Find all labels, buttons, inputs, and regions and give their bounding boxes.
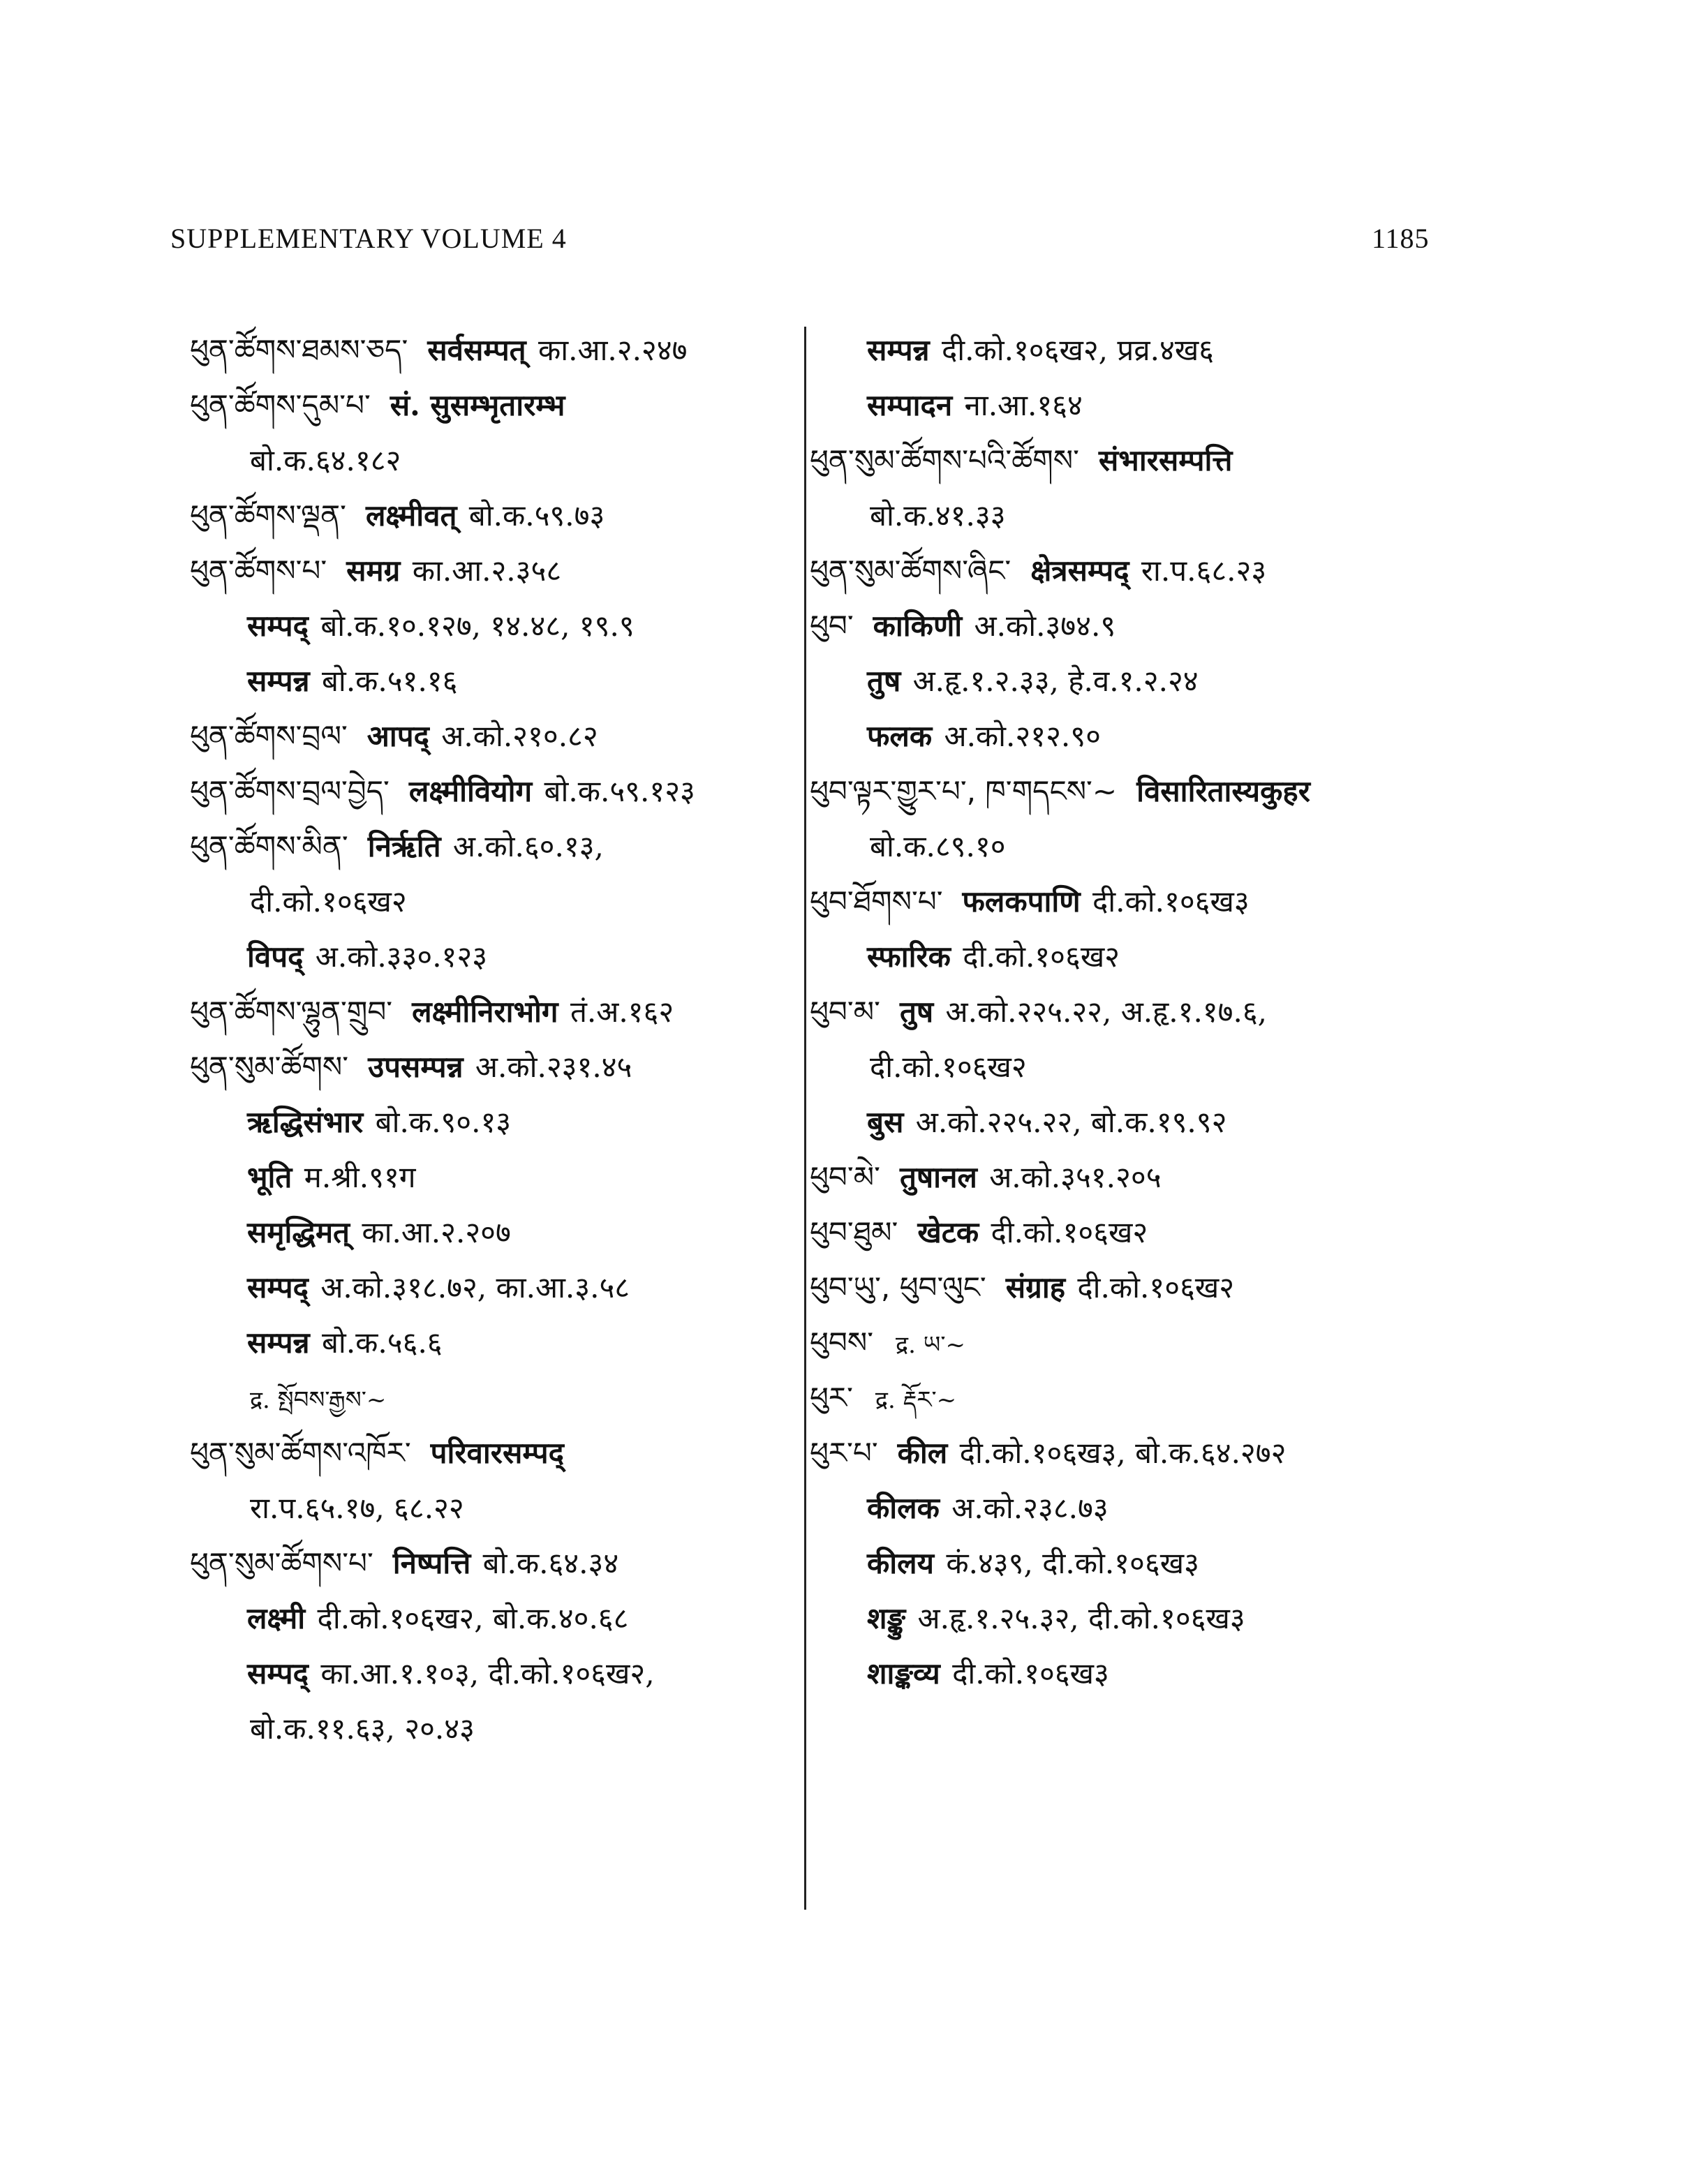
source-references: अ.को.२२५.२२, बो.क.१९.९२ xyxy=(915,1105,1227,1139)
dictionary-entry xyxy=(190,708,804,764)
dictionary-subentry xyxy=(810,1646,1452,1701)
source-references: रा.प.६५.१७, ६८.२२ xyxy=(250,1491,464,1525)
sanskrit-term: ऋद्धिसंभार xyxy=(247,1105,364,1139)
source-references: अ.को.२१०.८२ xyxy=(441,719,598,753)
source-references: बो.क.५९.१२३ xyxy=(544,774,695,808)
source-references: का.आ.२.३५८ xyxy=(412,554,562,588)
source-references: दी.को.१०६ख३ xyxy=(952,1656,1109,1691)
sanskrit-term: सं. सुसम्भृतारम्भ xyxy=(390,388,565,422)
source-references: दी.को.१०६ख२ xyxy=(963,939,1120,974)
sanskrit-term: कीलक xyxy=(867,1491,940,1525)
dictionary-subentry xyxy=(810,819,1452,874)
sanskrit-term: संभारसम्पत्ति xyxy=(1098,443,1233,477)
source-references: बो.क.८९.१० xyxy=(870,829,1006,863)
dictionary-entry xyxy=(190,984,804,1039)
tibetan-headword: ཕུན་སུམ་ཚོགས་ xyxy=(190,1050,349,1084)
source-references: बो.क.५९.७३ xyxy=(468,498,605,533)
sanskrit-term: काकिणी xyxy=(873,609,963,643)
sanskrit-term: तुषानल xyxy=(899,1160,977,1194)
sanskrit-term: सम्पन्न xyxy=(247,664,310,698)
source-references: बो.क.५१.१६ xyxy=(321,664,458,698)
source-references: बो.क.९०.१३ xyxy=(375,1105,512,1139)
source-references: अ.हृ.१.२५.३२, दी.को.१०६ख३ xyxy=(917,1601,1245,1635)
dictionary-entry xyxy=(810,984,1452,1039)
tibetan-headword: ཕུབས་ xyxy=(810,1325,874,1360)
source-references: अ.को.६०.१३, xyxy=(452,829,604,863)
source-references: अ.को.३५१.२०५ xyxy=(989,1160,1162,1194)
sanskrit-term: संग्राह xyxy=(1005,1270,1066,1305)
dictionary-subentry xyxy=(810,1094,1452,1150)
dictionary-subentry xyxy=(810,378,1452,433)
dictionary-entry xyxy=(190,1425,804,1480)
source-references: द्र. སྤོབས་རྒྱས་~ xyxy=(250,1386,387,1414)
source-references: म.श्री.९१ग xyxy=(304,1160,416,1194)
tibetan-headword: ཕུན་ཚོགས་བྲལ་བྱེད་ xyxy=(190,774,390,808)
source-references: दी.को.१०६ख२, बो.क.४०.६८ xyxy=(317,1601,629,1635)
source-references: बो.क.५६.६ xyxy=(321,1325,443,1360)
dictionary-subentry xyxy=(190,1150,804,1205)
source-references: का.आ.२.२०७ xyxy=(362,1215,511,1249)
dictionary-subentry xyxy=(190,598,804,653)
source-references: का.आ.२.२४७ xyxy=(538,333,688,367)
page-number: 1185 xyxy=(1372,223,1430,254)
dictionary-subentry xyxy=(810,1039,1452,1094)
tibetan-headword: ཕུན་ཚོགས་བྲལ་ xyxy=(190,719,348,753)
dictionary-subentry xyxy=(190,653,804,708)
dictionary-subentry xyxy=(810,488,1452,543)
sanskrit-term: परिवारसम्पद् xyxy=(430,1436,564,1470)
tibetan-headword: ཕུབ་ xyxy=(810,609,854,643)
dictionary-entry xyxy=(810,1260,1452,1315)
dictionary-subentry xyxy=(190,433,804,488)
sanskrit-term: विपद् xyxy=(247,939,304,974)
tibetan-headword: ཕུབ་ཡུ་, ཕུབ་ལུང་ xyxy=(810,1270,986,1305)
tibetan-headword: ཕུར་ xyxy=(810,1381,853,1415)
sanskrit-term: लक्ष्मीनिराभोग xyxy=(412,995,558,1029)
dictionary-subentry xyxy=(810,1480,1452,1536)
tibetan-headword: ཕུན་སུམ་ཚོགས་པའི་ཚོགས་ xyxy=(810,443,1079,477)
dictionary-entry xyxy=(190,1536,804,1591)
source-references: अ.को.३१८.७२, का.आ.३.५८ xyxy=(320,1270,630,1305)
right-column xyxy=(810,322,1452,1701)
sanskrit-term: क्षेत्रसम्पद् xyxy=(1030,554,1129,588)
source-references: दी.को.१०६ख२ xyxy=(991,1215,1148,1249)
dictionary-entry xyxy=(190,1039,804,1094)
dictionary-entry xyxy=(190,764,804,819)
source-references: बो.क.१०.१२७, १४.४८, १९.९ xyxy=(320,609,635,643)
dictionary-entry xyxy=(810,543,1452,598)
source-references: दी.को.१०६ख३, बो.क.६४.२७२ xyxy=(959,1436,1287,1470)
sanskrit-term: लक्ष्मीवियोग xyxy=(408,774,533,808)
dictionary-subentry xyxy=(810,322,1452,378)
source-references: अ.को.२२५.२२, अ.हृ.१.१७.६, xyxy=(945,995,1268,1029)
dictionary-entry xyxy=(810,1150,1452,1205)
dictionary-subentry xyxy=(190,1591,804,1646)
sanskrit-term: तुष xyxy=(867,664,901,698)
sanskrit-term: विसारितास्यकुहर xyxy=(1136,774,1310,808)
left-column xyxy=(190,322,804,1756)
tibetan-headword: ཕུན་ཚོགས་མིན་ xyxy=(190,829,348,863)
sanskrit-term: सम्पद् xyxy=(247,1656,309,1691)
source-references: दी.को.१०६ख३ xyxy=(1092,884,1250,919)
sanskrit-term: शाङ्कव्य xyxy=(867,1656,940,1691)
dictionary-subentry xyxy=(190,1701,804,1756)
dictionary-subentry xyxy=(190,1315,804,1370)
dictionary-entry xyxy=(810,1370,1452,1425)
source-references: अ.को.३७४.९ xyxy=(974,609,1116,643)
sanskrit-term: समग्र xyxy=(346,554,401,588)
dictionary-subentry xyxy=(810,1536,1452,1591)
sanskrit-term: निष्पत्ति xyxy=(392,1546,471,1580)
source-references: बो.क.६४.३४ xyxy=(482,1546,619,1580)
sanskrit-term: लक्ष्मी xyxy=(247,1601,306,1635)
dictionary-entry xyxy=(810,1425,1452,1480)
source-references: का.आ.१.१०३, दी.को.१०६ख२, xyxy=(320,1656,655,1691)
source-references: कं.४३९, दी.को.१०६ख३ xyxy=(946,1546,1199,1580)
source-references: बो.क.११.६३, २०.४३ xyxy=(250,1711,475,1746)
sanskrit-term: सम्पद् xyxy=(247,1270,309,1305)
sanskrit-term: शङ्कु xyxy=(867,1601,906,1635)
sanskrit-term: भूति xyxy=(247,1160,292,1194)
sanskrit-term: खेटक xyxy=(917,1215,979,1249)
sanskrit-term: कीलय xyxy=(867,1546,934,1580)
source-references: अ.को.२३८.७३ xyxy=(951,1491,1109,1525)
dictionary-entry xyxy=(810,1315,1452,1370)
dictionary-subentry xyxy=(810,1591,1452,1646)
tibetan-headword: ཕུན་སུམ་ཚོགས་ཞིང་ xyxy=(810,554,1011,588)
sanskrit-term: बुस xyxy=(867,1105,904,1139)
sanskrit-term: समृद्धिमत् xyxy=(247,1215,350,1249)
sanskrit-term: फलक xyxy=(867,719,933,753)
sanskrit-term: सम्पादन xyxy=(867,388,953,422)
source-references: द्र. ཡ་~ xyxy=(896,1331,965,1359)
tibetan-headword: ཕུན་སུམ་ཚོགས་འཁོར་ xyxy=(190,1436,411,1470)
source-references: द्र. རྡོར་~ xyxy=(875,1386,957,1414)
tibetan-headword: ཕུན་ཚོགས་ཐམས་ཅད་ xyxy=(190,333,408,367)
source-references: अ.हृ.१.२.३३, हे.व.१.२.२४ xyxy=(912,664,1199,698)
source-references: रा.प.६८.२३ xyxy=(1141,554,1267,588)
tibetan-headword: ཕུན་སུམ་ཚོགས་པ་ xyxy=(190,1546,373,1580)
source-references: बो.क.४१.३३ xyxy=(870,498,1006,533)
sanskrit-term: कील xyxy=(897,1436,948,1470)
source-references: ना.आ.१६४ xyxy=(964,388,1083,422)
sanskrit-term: लक्ष्मीवत् xyxy=(365,498,457,533)
source-references: अ.को.२१२.९० xyxy=(944,719,1101,753)
dictionary-subentry xyxy=(190,1094,804,1150)
dictionary-subentry xyxy=(810,708,1452,764)
tibetan-headword: ཕུན་ཚོགས་པ་ xyxy=(190,554,327,588)
sanskrit-term: सम्पन्न xyxy=(247,1325,310,1360)
sanskrit-term: सम्पद् xyxy=(247,609,309,643)
tibetan-headword: ཕུན་ཚོགས་ལྷུན་གྲུབ་ xyxy=(190,995,393,1029)
sanskrit-term: तुष xyxy=(899,995,934,1029)
dictionary-subentry xyxy=(190,1260,804,1315)
column-divider xyxy=(804,327,806,1910)
dictionary-entry xyxy=(810,1205,1452,1260)
source-references: बो.क.६४.१८२ xyxy=(250,443,401,477)
dictionary-subentry xyxy=(190,874,804,929)
sanskrit-term: सर्वसम्पत् xyxy=(427,333,526,367)
source-references: दी.को.१०६ख२ xyxy=(250,884,407,919)
source-references: अ.को.२३१.४५ xyxy=(475,1050,632,1084)
sanskrit-term: उपसम्पन्न xyxy=(368,1050,464,1084)
dictionary-subentry xyxy=(190,929,804,984)
running-header xyxy=(0,222,1690,264)
tibetan-headword: ཕུབ་ཐོགས་པ་ xyxy=(810,884,943,919)
dictionary-subentry xyxy=(810,929,1452,984)
dictionary-entry xyxy=(810,764,1452,819)
volume-title: SUPPLEMENTARY VOLUME 4 xyxy=(170,223,567,254)
dictionary-entry xyxy=(190,819,804,874)
dictionary-subentry xyxy=(190,1370,804,1425)
dictionary-entry xyxy=(190,543,804,598)
source-references: दी.को.१०६ख२ xyxy=(1077,1270,1235,1305)
dictionary-entry xyxy=(190,378,804,433)
dictionary-subentry xyxy=(810,653,1452,708)
source-references: अ.को.३३०.१२३ xyxy=(315,939,488,974)
dictionary-subentry xyxy=(190,1480,804,1536)
source-references: तं.अ.१६२ xyxy=(570,995,674,1029)
dictionary-entry xyxy=(190,488,804,543)
tibetan-headword: ཕུན་ཚོགས་ལྡན་ xyxy=(190,498,346,533)
source-references: दी.को.१०६ख२ xyxy=(870,1050,1027,1084)
sanskrit-term: आपद् xyxy=(366,719,429,753)
dictionary-subentry xyxy=(190,1646,804,1701)
dictionary-subentry xyxy=(190,1205,804,1260)
tibetan-headword: ཕུབ་ཐུམ་ xyxy=(810,1215,898,1249)
tibetan-headword: ཕུན་ཚོགས་དུམ་པ་ xyxy=(190,388,371,422)
dictionary-entry xyxy=(810,433,1452,488)
dictionary-entry xyxy=(810,874,1452,929)
dictionary-entry xyxy=(810,598,1452,653)
tibetan-headword: ཕུབ་མ་ xyxy=(810,995,880,1029)
sanskrit-term: फलकपाणि xyxy=(962,884,1081,919)
tibetan-headword: ཕུར་པ་ xyxy=(810,1436,878,1470)
dictionary-entry xyxy=(190,322,804,378)
source-references: दी.को.१०६ख२, प्रव्र.४ख६ xyxy=(941,333,1215,367)
sanskrit-term: सम्पन्न xyxy=(867,333,930,367)
sanskrit-term: स्फारिक xyxy=(867,939,951,974)
tibetan-headword: ཕུབ་ལྟར་གྱུར་པ་, ཁ་གདངས་~ xyxy=(810,774,1118,808)
tibetan-headword: ཕུབ་མེ་ xyxy=(810,1160,880,1194)
sanskrit-term: निर्ऋति xyxy=(367,829,441,863)
